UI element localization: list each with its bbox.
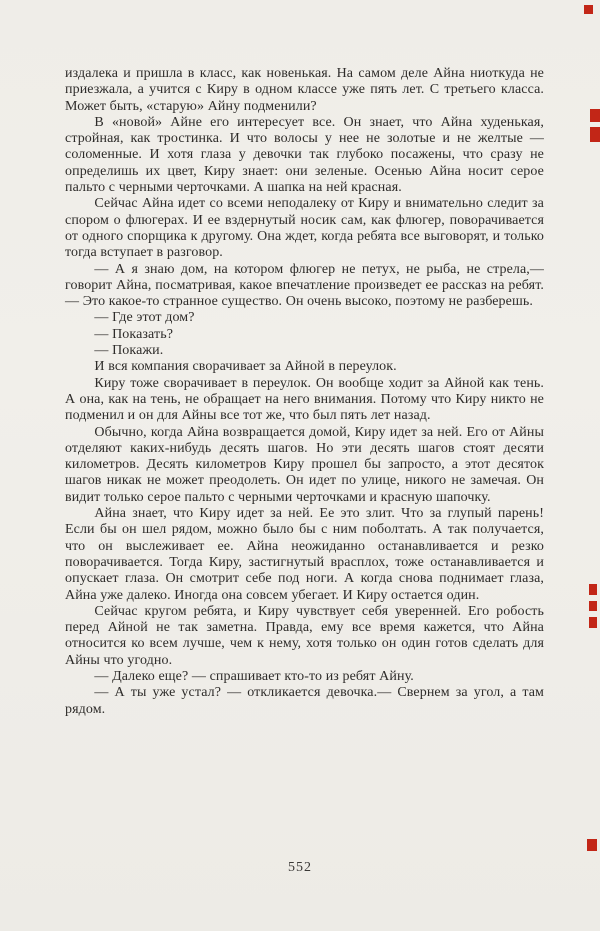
- paragraph-dialogue: — Покажи.: [94, 343, 164, 359]
- red-edge-mark: [587, 839, 597, 851]
- red-edge-mark: [589, 584, 597, 595]
- red-edge-mark: [589, 601, 597, 611]
- paragraph: Айна знает, что Киру идет за ней. Ее это злит. Что за глупый парень! Если бы он шел рядом, можно было бы с ним поболтать. А так получается, что он выслеживает ее. Айна неожиданно останавливается и резко поворачивается. Тогда Киру, застигнутый врасплох, тоже останавливается и опускает глаза. Он смотрит себе под ноги. А когда снова поднимает глаза, Айна уже далеко. Иногда она совсем убегает. И Киру остается один.: [65, 506, 544, 603]
- paragraph: Сейчас кругом ребята, и Киру чувствует себя уверенней. Его робость перед Айной не так заметна. Правда, ему все время кажется, что Айна относится ко всем лучше, чем к нему, хотя только он один готов сделать для Айны что угодно.: [65, 603, 544, 668]
- paragraph-dialogue: — Далеко еще? — спрашивает кто-то из ребят Айну.: [94, 668, 414, 684]
- red-edge-mark: [589, 617, 597, 628]
- page-text-block: [65, 66, 544, 718]
- paragraph: Обычно, когда Айна возвращается домой, Киру идет за ней. Его от Айны отделяют каких-нибудь десять шагов. Но эти десять шагов стоят десяти километров. Десять километров Киру прошел бы запросто, а этот десяток шагов никак не может преодолеть. Он идет по улице, никого не замечая. Он видит только серое пальто с черными черточками и красную шапочку.: [65, 424, 544, 505]
- paragraph-dialogue: — Где этот дом?: [94, 310, 195, 326]
- paragraph: издалека и пришла в класс, как новенькая. На самом деле Айна ниоткуда не приезжала, а учится с Киру в одном классе уже пять лет. С третьего класса. Может быть, «старую» Айну подменили?: [65, 66, 544, 114]
- paragraph: Киру тоже сворачивает в переулок. Он вообще ходит за Айной как тень. А она, как на тень, не обращает на него внимания. Потому что Киру никто не подменил и он для Айны все тот же, что был пять лет назад.: [65, 375, 544, 424]
- paragraph: И вся компания сворачивает за Айной в переулок.: [94, 359, 397, 375]
- red-edge-mark: [590, 127, 600, 142]
- paragraph-dialogue: — А я знаю дом, на котором флюгер не петух, не рыба, не стрела,— говорит Айна, посматривая, какое впечатление произведет ее рассказ на ребят.— Это какое-то странное существо. Он очень высоко, поэтому не разберешь.: [65, 261, 544, 310]
- paragraph-dialogue: — Показать?: [94, 326, 174, 342]
- red-edge-mark: [584, 5, 593, 14]
- page-number: 552: [288, 860, 312, 875]
- red-edge-mark: [590, 109, 600, 122]
- paragraph: Сейчас Айна идет со всеми неподалеку от Киру и внимательно следит за спором о флюгерах. И ее вздернутый носик сам, как флюгер, поворачивается от одного спорщика к другому. Она ждет, когда ребята все выговорят, и только тогда вступает в разговор.: [65, 196, 544, 261]
- paragraph: В «новой» Айне его интересует все. Он знает, что Айна худенькая, стройная, как тростинка. И что волосы у нее не золотые и не желтые — соломенные. И хотя глаза у девочки так глубоко посажены, что сразу не определишь их цвет, Киру знает: они зеленые. Осенью Айна носит серое пальто с черными черточками. А шапка на ней красная.: [65, 114, 544, 196]
- paragraph-dialogue: — А ты уже устал? — откликается девочка.— Свернем за угол, а там рядом.: [65, 685, 544, 717]
